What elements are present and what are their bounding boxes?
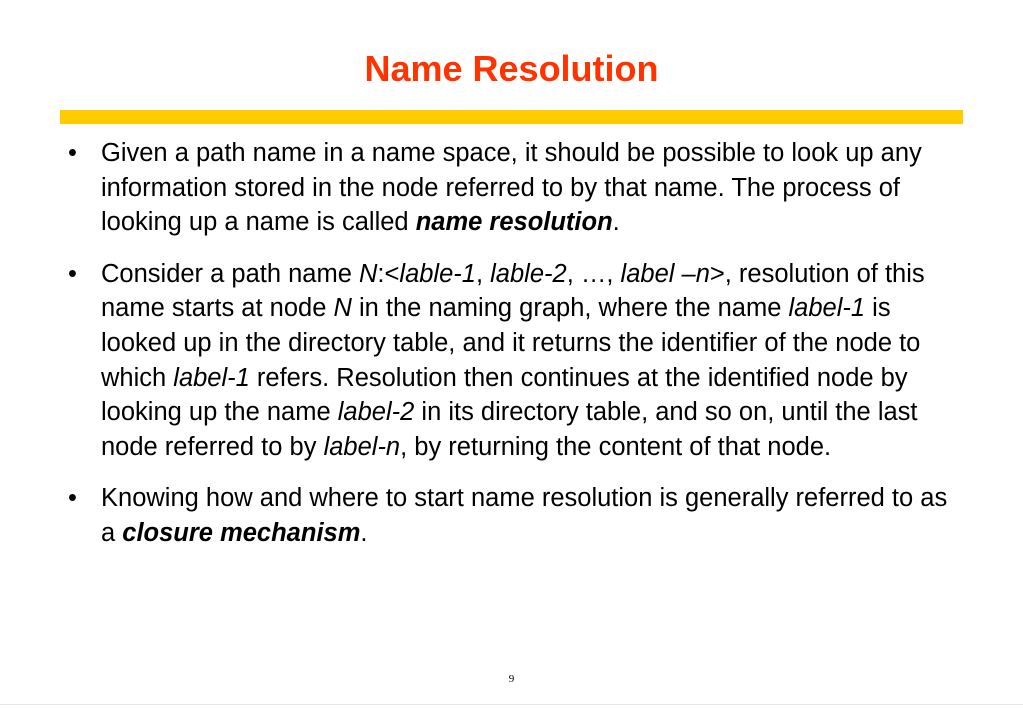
bullet-text: :< — [377, 259, 400, 288]
italic-term: label-1 — [173, 363, 250, 392]
bullet-text: Given a path name in a name space, it should be possible to look up any information stored in the node referred to by that name. The process of looking up a name is called — [101, 139, 922, 237]
page-number: 9 — [508, 673, 515, 685]
bullet-text: Consider a path name — [101, 259, 359, 288]
slide-title: Name Resolution — [364, 48, 659, 89]
emphasis-term: name resolution — [415, 208, 613, 237]
bullet-icon: • — [68, 484, 77, 513]
bullet-text: , by returning the content of that node. — [400, 432, 832, 461]
bullet-text: Knowing how and where to start name resolution is generally referred to as a — [101, 484, 948, 547]
bullet-item — [60, 257, 965, 465]
italic-term: N — [359, 259, 378, 288]
italic-term: label-2 — [337, 398, 415, 427]
italic-term: label –n — [620, 259, 710, 288]
title-divider — [60, 110, 963, 124]
bullet-icon: • — [68, 139, 77, 167]
bullet-list — [60, 136, 965, 568]
bullet-text: , — [475, 259, 491, 288]
bullet-text: refers. Resolution then continues at the identified node by looking up the name — [101, 363, 908, 427]
bullet-text: in the naming graph, where the name — [351, 294, 789, 323]
bullet-text: . — [612, 208, 620, 237]
bottom-border — [0, 704, 1023, 705]
italic-term: lable-1 — [399, 259, 476, 288]
italic-term: label-1 — [788, 294, 866, 323]
emphasis-term: closure mechanism — [122, 518, 361, 547]
italic-term: lable-2 — [490, 259, 567, 288]
bullet-text: >, resolution of this name starts at node — [101, 259, 925, 323]
bullet-text: is looked up in the directory table, and it returns the identifier of the node to which — [101, 294, 921, 392]
bullet-icon: • — [68, 259, 77, 288]
bullet-text: in its directory table, and so on, until the last node referred to by — [101, 398, 918, 461]
bullet-item — [60, 136, 965, 240]
italic-term: N — [333, 294, 352, 323]
bullet-text: , …, — [566, 259, 621, 288]
italic-term: label-n — [323, 432, 401, 461]
bullet-text: . — [360, 518, 368, 547]
bullet-item — [60, 481, 965, 550]
